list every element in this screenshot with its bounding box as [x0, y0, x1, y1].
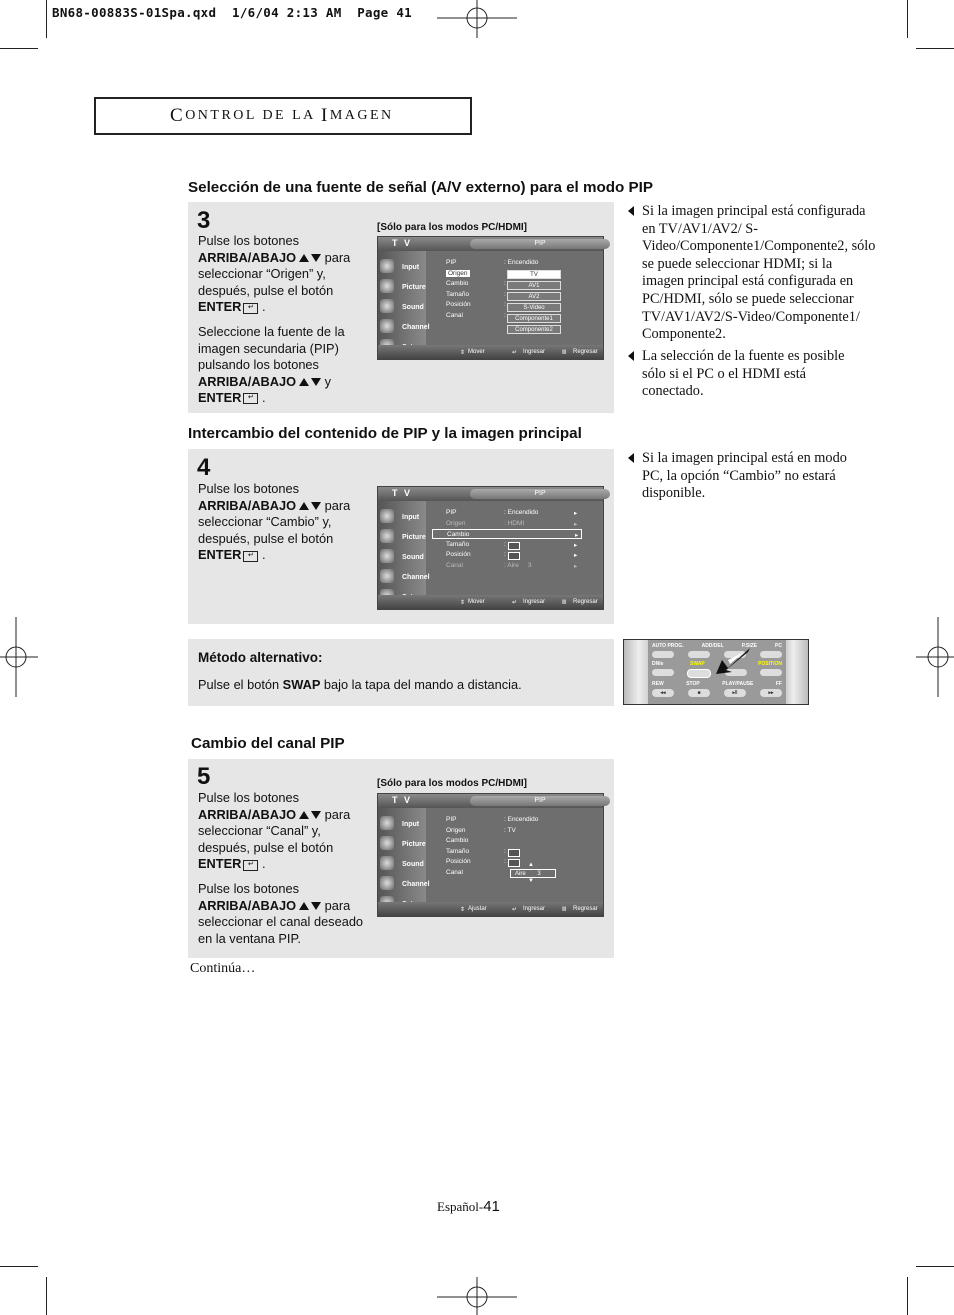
osd-row [444, 259, 584, 269]
remote-label: PC [775, 643, 782, 649]
osd-screen [377, 793, 604, 917]
down-arrow-icon: ▼ [528, 878, 534, 884]
page-footer [437, 1198, 500, 1215]
osd-menu-label: Input [402, 264, 420, 271]
crop-mark [46, 0, 47, 38]
osd-hint: Ingresar [523, 599, 546, 605]
osd-row [444, 848, 584, 858]
osd-value: : [504, 301, 506, 308]
osd-key: Origen [446, 827, 466, 834]
enter-icon: ↵ [512, 600, 518, 606]
arrow-right-icon: ▸ [574, 521, 578, 528]
osd-menu-label: Picture [402, 534, 426, 541]
osd-menu-input [380, 814, 426, 832]
text-line: para [321, 497, 351, 513]
text-line: . [261, 299, 266, 315]
osd-menu-label: Sound [402, 861, 424, 868]
osd-key: PIP [446, 259, 457, 266]
sound-icon [380, 856, 394, 870]
arrow-right-icon: ▸ [574, 552, 578, 559]
osd-hint: Regresar [573, 599, 598, 605]
remote-label: SWAP [690, 661, 705, 667]
osd-hint: Ajustar [468, 906, 487, 912]
osd-key: Tamaño [446, 848, 470, 855]
osd-menu-label: Channel [402, 324, 430, 331]
osd-menu-input [380, 257, 426, 275]
osd-key: Posición [446, 301, 471, 308]
osd-screen [377, 486, 604, 610]
text-bold: ENTER [198, 547, 242, 563]
pip-size-icon [508, 542, 520, 550]
step-instructions [198, 790, 378, 947]
osd-screen [377, 236, 604, 360]
osd-row [444, 551, 584, 561]
osd-dropdown-option: AV2 [507, 292, 561, 301]
osd-key: Cambio [446, 280, 469, 287]
osd-key: Canal [446, 562, 463, 569]
osd-tab-title: PIP [470, 796, 610, 806]
remote-label: FF [775, 681, 782, 687]
osd-row [444, 837, 584, 847]
osd-hint: Ingresar [523, 349, 546, 355]
text-line: imagen secundaria (PIP) [198, 340, 339, 356]
return-icon: Ⅲ [562, 600, 567, 606]
text-line: y [321, 373, 332, 389]
osd-row-selected [432, 529, 582, 539]
input-icon [380, 816, 394, 830]
osd-tab-title: PIP [470, 489, 610, 499]
input-icon [380, 259, 394, 273]
note-arrow-icon [628, 206, 634, 216]
arrow-right-icon: ▸ [574, 510, 578, 517]
channel-icon [380, 876, 394, 890]
down-arrow-icon [311, 254, 321, 262]
down-arrow-icon [311, 902, 321, 910]
section-title: Intercambio del contenido de PIP y la imagen principal [188, 425, 582, 442]
osd-tv-label: T V [392, 238, 413, 248]
text-line: Pulse los botones [198, 880, 300, 896]
mode-note: [Sólo para los modos PC/HDMI] [377, 778, 528, 789]
note-item [628, 348, 876, 404]
move-icon: ⇕ [460, 907, 466, 913]
return-icon: Ⅲ [562, 907, 567, 913]
text-line: Pulse los botones [198, 481, 300, 496]
text-line: . [261, 390, 266, 406]
osd-value: : [504, 551, 506, 558]
note-item [628, 450, 876, 506]
text-line: bajo la tapa del mando a distancia. [320, 677, 522, 692]
osd-row [444, 541, 584, 551]
osd-key: Posición [446, 858, 471, 865]
channel-icon [380, 569, 394, 583]
registration-mark [437, 0, 517, 38]
page-header [94, 97, 472, 135]
remote-label: REW [652, 681, 664, 687]
osd-bottom-bar [378, 595, 603, 609]
input-icon [380, 509, 394, 523]
osd-dropdown-option: TV [507, 270, 561, 279]
text-bold: ARRIBA/ABAJO [198, 373, 297, 389]
osd-value: : HDMI [504, 520, 525, 527]
osd-row [444, 816, 584, 826]
osd-dropdown-option: AV1 [507, 281, 561, 290]
text-line: Pulse los botones [198, 233, 300, 248]
picture-icon [380, 529, 394, 543]
step-number: 3 [197, 207, 211, 234]
osd-value: : Encendido [504, 509, 539, 516]
step-number: 4 [197, 454, 211, 481]
text-bold: ARRIBA/ABAJO [198, 897, 297, 913]
osd-key: Cambio [446, 837, 469, 844]
section-title: Selección de una fuente de señal (A/V externo) para el modo PIP [188, 179, 654, 196]
down-arrow-icon [311, 811, 321, 819]
text-bold: ENTER [198, 299, 242, 315]
down-arrow-icon [311, 378, 321, 386]
crop-mark [0, 48, 38, 49]
remote-control-image: AUTO PROG. ADD/DEL P.SIZE PC DNIe SWAP POSITION REW STOP PLAY/PAUSE FF ◂◂ ■ ▸‖ ▸▸ [623, 639, 809, 705]
osd-menu-channel [380, 317, 430, 335]
enter-icon: ↵ [512, 907, 518, 913]
arrow-right-icon: ▸ [575, 532, 579, 539]
continues-text: Continúa… [190, 961, 256, 976]
sound-icon [380, 299, 394, 313]
text-line: pulsando los botones [198, 357, 319, 373]
osd-menu-picture [380, 277, 426, 295]
section-title: Cambio del canal PIP [191, 735, 345, 752]
registration-mark [437, 1277, 517, 1315]
text-line: Pulse los botones [198, 790, 300, 805]
osd-value: : Encendido [504, 259, 539, 266]
osd-sidebar [378, 808, 430, 902]
osd-menu-sound [380, 297, 426, 315]
osd-value: : [504, 312, 506, 319]
header-cap: C [170, 105, 186, 126]
osd-value: : Aire 3 [504, 562, 532, 569]
osd-dropdown-option: Componente1 [507, 314, 561, 323]
crop-mark [916, 48, 954, 49]
note-arrow-icon [628, 453, 634, 463]
picture-icon [380, 279, 394, 293]
page-number: 41 [483, 1198, 500, 1215]
sound-icon [380, 549, 394, 563]
alt-method-title: Método alternativo: [198, 650, 323, 665]
enter-icon: ↵ [512, 350, 518, 356]
osd-menu-sound [380, 854, 426, 872]
osd-row [444, 562, 584, 572]
note-item [628, 203, 876, 343]
osd-hint: Regresar [573, 906, 598, 912]
osd-key: Tamaño [446, 291, 470, 298]
pip-position-icon [508, 859, 520, 867]
osd-menu-label: Picture [402, 284, 426, 291]
osd-key: Origen [446, 520, 466, 527]
osd-menu-input [380, 507, 426, 525]
channel-icon [380, 319, 394, 333]
enter-icon: ↵ [243, 393, 258, 404]
osd-sidebar [378, 501, 430, 595]
osd-dropdown-option: Componente2 [507, 325, 561, 334]
move-icon: ⇕ [460, 600, 466, 606]
print-slug: BN68-00883S-01Spa.qxd 1/6/04 2:13 AM Page 41 [52, 5, 412, 20]
text-bold: ARRIBA/ABAJO [198, 249, 297, 265]
text-line: . [261, 856, 266, 872]
osd-hint: Mover [468, 599, 485, 605]
up-arrow-icon [299, 811, 309, 819]
osd-key: Cambio [447, 531, 470, 538]
up-arrow-icon [299, 254, 309, 262]
text-line: seleccionar “Cambio” y, [198, 514, 332, 530]
note-text: Si la imagen principal está configurada en TV/AV1/AV2/ S-Video/Componente1/Componente2, sólo se puede seleccionar HDMI; si la imagen principal está configurada en PC/HDMI, sólo se puede seleccionar TV/AV1/AV2/S-Video/Componente1/ Componente2. [642, 203, 876, 343]
osd-value: : TV [504, 827, 516, 834]
osd-key: Tamaño [446, 541, 470, 548]
channel-box: Aire 3 [510, 869, 556, 878]
text-line: Seleccione la fuente de la [198, 323, 345, 339]
osd-sidebar [378, 251, 430, 345]
text-line: para [321, 249, 351, 265]
text-line: después, pulse el botón [198, 282, 334, 298]
remote-label: POSITION [758, 661, 782, 667]
crop-mark [907, 0, 908, 38]
osd-bottom-bar [378, 345, 603, 359]
up-arrow-icon [299, 502, 309, 510]
registration-mark [0, 617, 38, 697]
osd-value: : [504, 280, 506, 287]
remote-label: DNIe [652, 661, 664, 667]
remote-label: ADD/DEL [701, 643, 724, 649]
text-bold: ARRIBA/ABAJO [198, 806, 297, 822]
swap-button [687, 669, 711, 678]
osd-key: PIP [446, 509, 457, 516]
text-line: después, pulse el botón [198, 530, 334, 546]
osd-hint: Mover [468, 349, 485, 355]
osd-key: Posición [446, 551, 471, 558]
text-bold: ENTER [198, 390, 242, 406]
pointer-arrow-icon [714, 646, 754, 676]
enter-icon: ↵ [243, 303, 258, 314]
osd-menu-label: Sound [402, 304, 424, 311]
text-line: seleccionar “Origen” y, [198, 266, 326, 282]
enter-icon: ↵ [243, 860, 258, 871]
alt-method-text [198, 677, 522, 694]
osd-key: Canal [446, 312, 463, 319]
registration-mark [916, 617, 954, 697]
osd-dropdown-option: S-Video [507, 303, 561, 312]
enter-icon: ↵ [243, 551, 258, 562]
osd-menu-label: Sound [402, 554, 424, 561]
remote-label: P.SIZE [741, 643, 758, 649]
osd-value: : Encendido [504, 816, 539, 823]
osd-tv-label: T V [392, 488, 413, 498]
text-line: seleccionar “Canal” y, [198, 823, 321, 839]
note-text: La selección de la fuente es posible sólo si el PC o el HDMI está conectado. [642, 348, 845, 400]
osd-menu-label: Input [402, 514, 420, 521]
text-line: seleccionar el canal deseado [198, 914, 364, 930]
crop-mark [46, 1277, 47, 1315]
osd-menu-channel [380, 567, 430, 585]
osd-menu-picture [380, 834, 426, 852]
header-text: MAGEN [329, 108, 394, 123]
crop-mark [916, 1266, 954, 1267]
osd-menu-label: Channel [402, 881, 430, 888]
picture-icon [380, 836, 394, 850]
remote-label: AUTO PROG. [652, 643, 684, 649]
remote-label: PLAY/PAUSE [722, 681, 754, 687]
up-arrow-icon [299, 902, 309, 910]
text-bold: SWAP [282, 677, 321, 692]
step-number: 5 [197, 763, 211, 790]
up-arrow-icon [299, 378, 309, 386]
osd-value: : [504, 848, 506, 855]
note-text: Si la imagen principal está en modo PC, la opción “Cambio” no estará disponible. [642, 450, 847, 502]
osd-menu-label: Input [402, 821, 420, 828]
text-line: para [321, 806, 351, 822]
osd-row [444, 827, 584, 837]
osd-value: : [504, 541, 506, 548]
osd-hint: Ingresar [523, 906, 546, 912]
crop-mark [0, 1266, 38, 1267]
text-line: después, pulse el botón [198, 839, 334, 855]
mode-note: [Sólo para los modos PC/HDMI] [377, 222, 528, 233]
pip-position-icon [508, 552, 520, 560]
remote-label: STOP [686, 681, 700, 687]
osd-hint: Regresar [573, 349, 598, 355]
footer-language: Español- [437, 1199, 484, 1214]
osd-row [444, 858, 584, 868]
osd-bottom-bar [378, 902, 603, 916]
osd-menu-label: Channel [402, 574, 430, 581]
move-icon: ⇕ [460, 350, 466, 356]
osd-row [444, 509, 584, 519]
text-bold: ENTER [198, 856, 242, 872]
step-instructions [198, 233, 370, 407]
text-line: Pulse el botón [198, 677, 283, 692]
crop-mark [907, 1277, 908, 1315]
up-arrow-icon: ▲ [528, 862, 534, 868]
return-icon: Ⅲ [562, 350, 567, 356]
note-arrow-icon [628, 351, 634, 361]
osd-menu-label: Picture [402, 841, 426, 848]
osd-menu-sound [380, 547, 426, 565]
osd-value: : [504, 858, 506, 865]
osd-tv-label: T V [392, 795, 413, 805]
osd-key: Canal [446, 869, 463, 876]
text-bold: ARRIBA/ABAJO [198, 497, 297, 513]
step-instructions [198, 481, 370, 564]
text-line: . [261, 547, 266, 563]
osd-tab-title: PIP [470, 239, 610, 249]
arrow-right-icon: ▸ [574, 563, 578, 570]
down-arrow-icon [311, 502, 321, 510]
osd-menu-channel [380, 874, 430, 892]
header-cap: I [321, 105, 330, 126]
arrow-right-icon: ▸ [574, 542, 578, 549]
osd-menu-picture [380, 527, 426, 545]
text-line: para [321, 897, 351, 913]
osd-key: Origen [448, 270, 468, 277]
text-line: en la ventana PIP. [198, 930, 301, 946]
pip-size-icon [508, 849, 520, 857]
osd-value: : [504, 291, 506, 298]
header-text: ONTROL DE LA [185, 108, 321, 123]
osd-key: PIP [446, 816, 457, 823]
